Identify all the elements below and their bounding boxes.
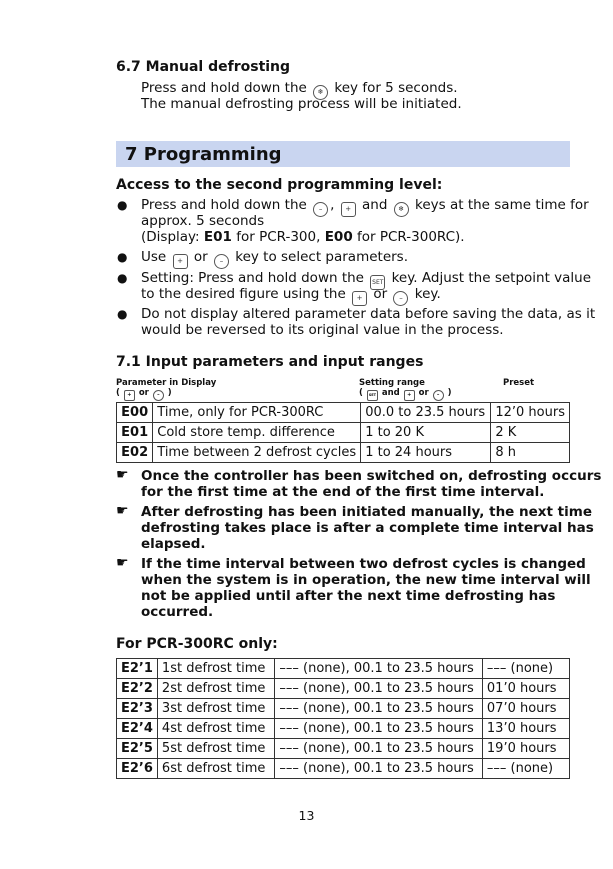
rc-range: ––– (none), 00.1 to 23.5 hours — [275, 719, 483, 739]
bullet2-line — [141, 249, 408, 269]
set-key-icon: SET — [367, 390, 378, 401]
b1-text-a: Press and hold down the — [141, 197, 307, 213]
col-header-param — [116, 378, 216, 401]
bullet4-line1: Do not display altered parameter data before saving the data, as it — [141, 306, 596, 322]
minus-key-icon: – — [214, 254, 229, 269]
bullet1-line3 — [141, 229, 465, 245]
param-range: 1 to 20 K — [361, 423, 491, 443]
plus-key-icon: + — [124, 390, 135, 401]
rc-preset: 07’0 hours — [482, 699, 569, 719]
plus-key-icon: + — [173, 254, 188, 269]
plus-key-icon: + — [404, 390, 415, 401]
note3-line4: occurred. — [141, 604, 214, 620]
rc-table — [116, 658, 570, 779]
note2-line1: After defrosting has been initiated manually, the next time — [141, 504, 592, 520]
rc-preset: 19’0 hours — [482, 739, 569, 759]
minus-key-icon: – — [153, 390, 164, 401]
table-row — [117, 403, 570, 423]
parameter-table — [116, 402, 570, 463]
plus-key-icon: + — [352, 291, 367, 306]
b3-text-a: Setting: Press and hold down the — [141, 270, 364, 286]
minus-key-icon: – — [433, 390, 444, 401]
minus-key-icon: – — [313, 202, 328, 217]
setting-header-and: and — [381, 388, 400, 398]
section-7-1-title: 7.1 Input parameters and input ranges — [116, 354, 424, 370]
b2-use: Use — [141, 249, 167, 265]
rc-desc: 2st defrost time — [157, 679, 274, 699]
param-header-label: Parameter in Display — [116, 378, 217, 388]
param-range: 00.0 to 23.5 hours — [361, 403, 491, 423]
bullet3-line2 — [141, 286, 441, 306]
param-range: 1 to 24 hours — [361, 443, 491, 463]
plus-key-icon: + — [341, 202, 356, 217]
rc-desc: 4st defrost time — [157, 719, 274, 739]
rc-preset: 13’0 hours — [482, 719, 569, 739]
rc-range: ––– (none), 00.1 to 23.5 hours — [275, 739, 483, 759]
rc-code: E2’4 — [117, 719, 158, 739]
rc-code: E2’2 — [117, 679, 158, 699]
s67-text-b: key for 5 seconds. — [334, 80, 458, 96]
b2-or: or — [193, 249, 208, 265]
rc-desc: 6st defrost time — [157, 759, 274, 779]
rc-preset: ––– (none) — [482, 759, 569, 779]
defrost-key-icon: ❄ — [394, 202, 409, 217]
bullet4-line2: would be reversed to its original value in the process. — [141, 322, 504, 338]
rc-desc: 3st defrost time — [157, 699, 274, 719]
param-header-keys: ( + or – ) — [116, 388, 216, 401]
note3-line1: If the time interval between two defrost cycles is changed — [141, 556, 586, 572]
s67-line2: The manual defrosting process will be initiated. — [141, 96, 462, 112]
table-row — [117, 659, 570, 679]
table-row — [117, 679, 570, 699]
b3-or: or — [373, 286, 388, 302]
bullet-icon: ● — [117, 198, 128, 212]
rc-range: ––– (none), 00.1 to 23.5 hours — [275, 659, 483, 679]
b1-e00: E00 — [324, 229, 353, 245]
table-row — [117, 759, 570, 779]
page-number: 13 — [298, 808, 315, 823]
param-desc: Cold store temp. difference — [153, 423, 361, 443]
param-header-or: or — [138, 388, 149, 398]
b3-key: key. — [414, 286, 441, 302]
bullet-icon: ● — [117, 271, 128, 285]
rc-desc: 1st defrost time — [157, 659, 274, 679]
note3-line2: when the system is in operation, the new time interval will — [141, 572, 591, 588]
section-6-7-title: 6.7 Manual defrosting — [116, 59, 291, 75]
minus-key-icon: – — [393, 291, 408, 306]
bullet-icon: ● — [117, 250, 128, 264]
param-code: E00 — [117, 403, 153, 423]
b1-pcr300rc: for PCR-300RC). — [357, 229, 465, 245]
rc-desc: 5st defrost time — [157, 739, 274, 759]
table-row — [117, 719, 570, 739]
bullet-icon: ● — [117, 307, 128, 321]
col-header-setting — [359, 378, 452, 401]
rc-code: E2’3 — [117, 699, 158, 719]
pointing-hand-icon: ☛ — [116, 467, 129, 483]
b3-text-c: to the desired figure using the — [141, 286, 346, 302]
note2-line3: elapsed. — [141, 536, 206, 552]
table-row — [117, 699, 570, 719]
table-row — [117, 739, 570, 759]
table-row — [117, 443, 570, 463]
table-row — [117, 423, 570, 443]
note2-line2: defrosting takes place is after a complete time interval has — [141, 520, 594, 536]
rc-range: ––– (none), 00.1 to 23.5 hours — [275, 759, 483, 779]
set-key-icon: SET — [370, 275, 385, 290]
param-code: E01 — [117, 423, 153, 443]
rc-range: ––– (none), 00.1 to 23.5 hours — [275, 699, 483, 719]
access-title: Access to the second programming level: — [116, 177, 443, 193]
note1-line1: Once the controller has been switched on, defrosting occurs — [141, 468, 602, 484]
rc-title: For PCR-300RC only: — [116, 636, 278, 652]
pointing-hand-icon: ☛ — [116, 503, 129, 519]
param-desc: Time between 2 defrost cycles — [153, 443, 361, 463]
b2-text: key to select parameters. — [235, 249, 408, 265]
note1-line2: for the first time at the end of the first time interval. — [141, 484, 545, 500]
rc-code: E2’5 — [117, 739, 158, 759]
note3-line3: not be applied until after the next time defrosting has — [141, 588, 556, 604]
setting-header-keys: ( SET and + or – ) — [359, 388, 452, 401]
b1-e01: E01 — [203, 229, 232, 245]
section-7-title: 7 Programming — [125, 144, 282, 165]
rc-preset: 01’0 hours — [482, 679, 569, 699]
b1-text-d: keys at the same time for — [415, 197, 589, 213]
rc-preset: ––– (none) — [482, 659, 569, 679]
b1-display: (Display: — [141, 229, 200, 245]
bullet1-line2: approx. 5 seconds — [141, 213, 265, 229]
b1-and: and — [362, 197, 388, 213]
b3-text-b: key. Adjust the setpoint value — [391, 270, 592, 286]
setting-header-label: Setting range — [359, 378, 425, 388]
param-desc: Time, only for PCR-300RC — [153, 403, 361, 423]
param-preset: 8 h — [491, 443, 570, 463]
b1-pcr300: for PCR-300, — [236, 229, 321, 245]
param-preset: 2 K — [491, 423, 570, 443]
param-preset: 12’0 hours — [491, 403, 570, 423]
section-7-band — [116, 141, 570, 167]
rc-code: E2’1 — [117, 659, 158, 679]
col-header-preset: Preset — [503, 378, 535, 388]
setting-header-or: or — [418, 388, 429, 398]
defrost-key-icon: ❄ — [313, 85, 328, 100]
pointing-hand-icon: ☛ — [116, 555, 129, 571]
rc-code: E2’6 — [117, 759, 158, 779]
s67-text-a: Press and hold down the — [141, 80, 307, 96]
param-code: E02 — [117, 443, 153, 463]
rc-range: ––– (none), 00.1 to 23.5 hours — [275, 679, 483, 699]
b1-comma: , — [330, 197, 335, 213]
